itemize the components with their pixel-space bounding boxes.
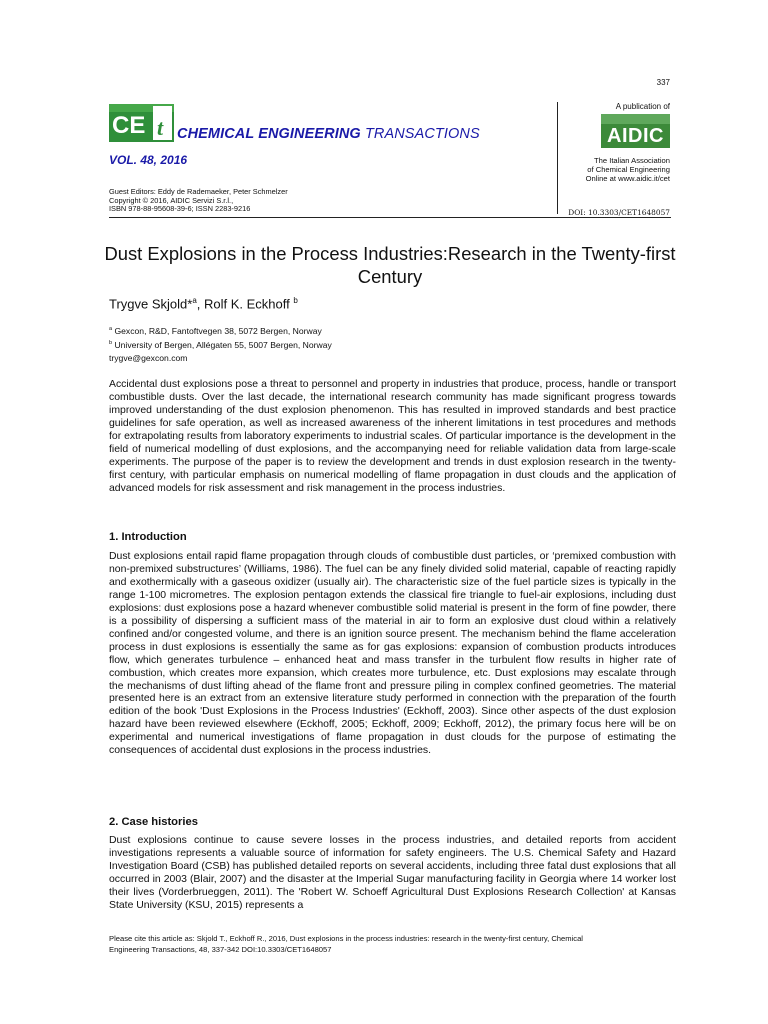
- header-divider-horizontal: [109, 217, 671, 218]
- header-divider-vertical: [557, 102, 558, 214]
- aidic-info-line: The Italian Association: [594, 156, 670, 165]
- cet-logo-main: CE: [112, 112, 146, 139]
- editors-block: [109, 188, 288, 214]
- abstract: Accidental dust explosions pose a threat to personnel and property in industries that produce, process, handle or transport combustible dusts. Over the last decade, the international research community has made significant progress towards improved understanding of the dust explosion phenomenon. This has resulted in improved standards and best practice guidelines for safe operation, as well as increased awareness of the inherent limitations in test procedures and methods for extrapolating results from laboratory experiments to industrial scales. Of particular importance is the development in the field of numerical modelling of dust explosions, and the accompanying need for reliable validation data from large-scale experiments. The purpose of the paper is to review the development and trends in dust explosion research in the twenty-first century, with particular emphasis on numerical modelling of flame propagation in dust clouds and the application of advanced models for risk assessment and risk management in the process industries.: [109, 379, 676, 494]
- journal-title: [177, 126, 480, 142]
- cet-logo-t: t: [157, 115, 164, 140]
- affiliation-a: [109, 323, 332, 337]
- author-2: Rolf K. Eckhoff: [204, 296, 290, 312]
- affiliation-b-sup: b: [109, 340, 113, 347]
- copyright-line: Copyright © 2016, AIDIC Servizi S.r.l.,: [109, 195, 234, 205]
- aidic-logo-text: AIDIC: [607, 125, 664, 147]
- paper-title: Dust Explosions in the Process Industries:Research in the Twenty-first Century: [104, 243, 676, 287]
- aidic-info-line: of Chemical Engineering: [587, 165, 670, 174]
- aidic-info-line: Online at www.aidic.it/cet: [585, 174, 670, 183]
- affiliation-a-sup: a: [109, 326, 113, 332]
- authors: [109, 296, 298, 311]
- journal-title-light: TRANSACTIONS: [360, 126, 480, 142]
- aidic-logo: [601, 114, 670, 148]
- citation-line: Please cite this article as: Skjold T., Eckhoff R., 2016, Dust explosions in the process industries: research in the twenty-first century, Chemical: [109, 934, 583, 943]
- affiliations: [109, 323, 332, 365]
- page-number: 337: [656, 78, 670, 87]
- contact-email: trygve@gexcon.com: [109, 352, 188, 363]
- affiliation-a-text: Gexcon, R&D, Fantoftvegen 38, 5072 Bergen, Norway: [112, 325, 322, 336]
- author-separator: ,: [196, 296, 205, 312]
- affiliation-b-text: University of Bergen, Allégaten 55, 5007 Bergen, Norway: [112, 340, 332, 351]
- author-2-affil: b: [293, 296, 298, 305]
- author-1: Trygve Skjold*: [109, 296, 193, 312]
- section-heading-case-histories: 2. Case histories: [109, 816, 198, 828]
- citation-line: Engineering Transactions, 48, 337-342 DOI:10.3303/CET1648057: [109, 945, 332, 954]
- volume-label: VOL. 48, 2016: [109, 153, 188, 167]
- affiliation-b: [109, 337, 332, 351]
- journal-title-bold: CHEMICAL ENGINEERING: [177, 126, 361, 142]
- section-text-case-histories: Dust explosions continue to cause severe losses in the process industries, and detailed reports from accident investigations represents a valuable source of information for safety engineers. The U.S. Chemical Safety and Hazard Investigation Board (CSB) has published detailed reports on several accidents, including three fatal dust explosions that all occurred in 2003 (Blair, 2007) and the disaster at the Imperial Sugar manufacturing facility in Georgia where 14 worker lost their lives (Vorderbrueggen, 2011). The 'Robert W. Schoeff Agricultural Dust Explosions Research Collection' at Kansas State University (KSU, 2015) represents a: [109, 835, 676, 911]
- section-heading-introduction: 1. Introduction: [109, 531, 187, 543]
- author-1-affil: a: [192, 296, 197, 305]
- cet-logo: [109, 104, 174, 142]
- editors-line: Guest Editors: Eddy de Rademaeker, Peter Schmelzer: [109, 187, 288, 196]
- publication-of-label: A publication of: [615, 102, 670, 111]
- isbn-line: ISBN 978-88-95608-39-6; ISSN 2283-9216: [109, 204, 251, 214]
- section-text-introduction: Dust explosions entail rapid flame propagation through clouds of combustible dust particles, or ‘premixed combustion with non-premixed substructures’ (Williams, 1986). The fuel can be any finely divided solid material, capable of reacting rapidly and exothermically with a gaseous oxidizer (usually air). The characteristic size of the fuel particle sizes is typically in the range 1-100 micrometres. The explosion pentagon extends the classical fire triangle to fuel-air explosions, including dust explosions: dust explosions pose a hazard whenever combustible solid material is present in the form of fine powder, there is a possibility of dispersing a sufficient mass of the material in air to form an explosive dust cloud within a relatively confined and/or congested volume, and there is an ignition source present. The mechanism behind the flame acceleration process in dust explosions is essentially the same as for gas explosions: expansion of combustion products introduces flow, which generates turbulence – enhanced heat and mass transfer in the turbulent flow results in higher rate of combustion, which creates more expansion, which creates more turbulence, etc. Dust explosions may escalate through the mechanisms of dust lifting ahead of the flame front and pressure piling in complex confined geometries. The material presented here is an extract from an extensive literature study performed in connection with the preparation of the fourth edition of the book 'Dust Explosions in the Process Industries' (Eckhoff, 2003). Since other aspects of the dust explosion hazard have been reviewed elsewhere (Eckhoff, 2005; Eckhoff, 2009; Eckhoff, 2012), the primary focus here will be on experimental and numerical investigations of flame propagation in dust clouds for the purpose of estimating the consequences of accidental dust explosions in the process industries.: [109, 551, 676, 757]
- doi-label: DOI: 10.3303/CET1648057: [568, 208, 670, 217]
- aidic-info: [560, 156, 670, 183]
- citation-footer: [109, 933, 679, 955]
